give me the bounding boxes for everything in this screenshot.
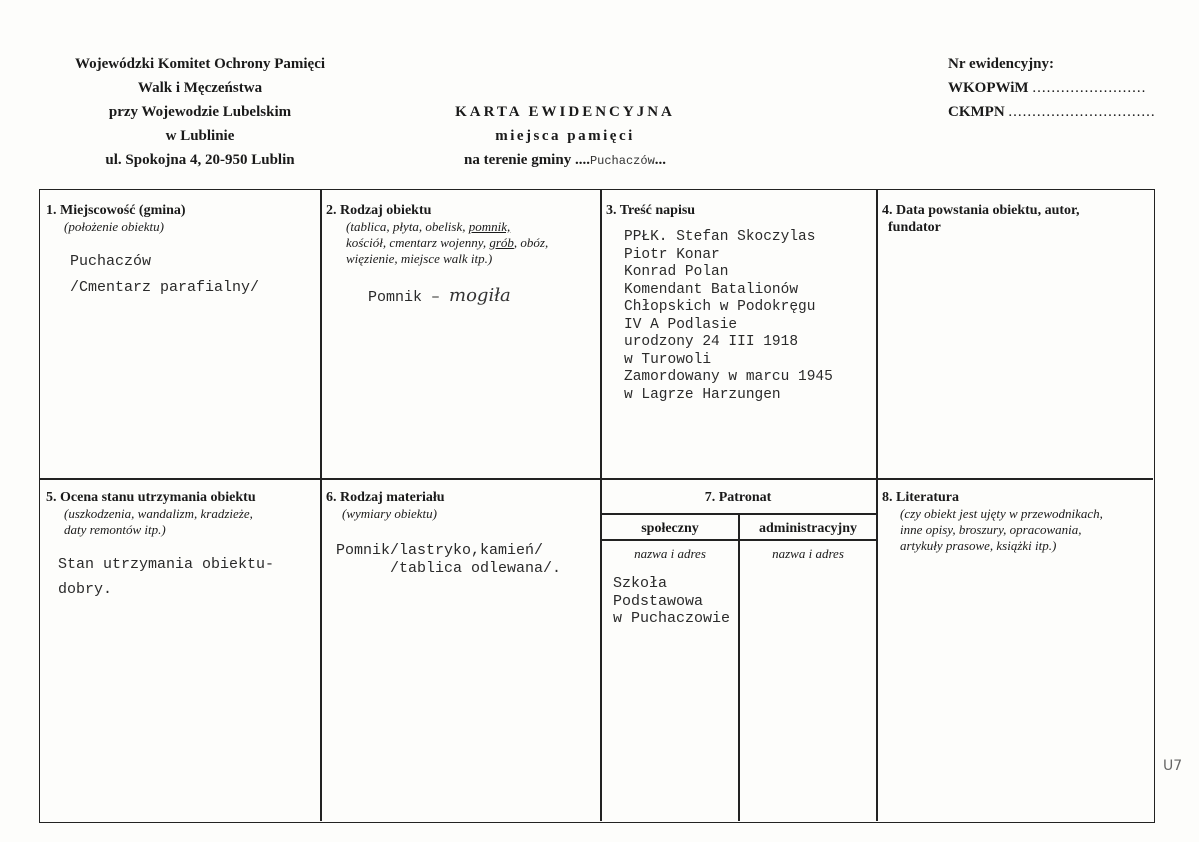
section-location xyxy=(46,202,316,301)
org-line-3: przy Wojewodzie Lubelskim xyxy=(108,104,292,120)
section-4-heading: 4. Data powstania obiektu, autor, xyxy=(882,203,1080,218)
grid-divider xyxy=(876,190,878,821)
hint-pomnik-marked: pomnik, xyxy=(468,219,511,234)
org-line-4: w Lublinie xyxy=(165,128,235,144)
section-8-hint: (czy obiekt jest ujęty w przewodnikach, inne opisy, broszury, opracowania, artykuły prasowe, książki itp.) xyxy=(900,506,1103,553)
section-5-heading: 5. Ocena stanu utrzymania obiektu xyxy=(46,490,256,505)
section-6-heading: 6. Rodzaj materiału xyxy=(326,490,445,505)
hint-grob-marked: grób xyxy=(489,235,514,250)
wkopwim-line xyxy=(948,76,1168,100)
hint-text: więzienie, miejsce walk itp.) xyxy=(346,251,493,266)
section-2-hint xyxy=(326,219,596,267)
registry-label: Nr ewidencyjny: xyxy=(948,56,1054,72)
gmina-label: na terenie gminy .... xyxy=(463,152,590,168)
object-type-value xyxy=(326,285,596,307)
registry-block xyxy=(948,52,1168,124)
form-title xyxy=(405,100,725,173)
object-type-dash: – xyxy=(422,289,450,306)
section-3-heading: 3. Treść napisu xyxy=(606,203,696,218)
section-inscription xyxy=(606,202,876,404)
section-material xyxy=(326,489,596,577)
patronat-social-header: społeczny xyxy=(641,521,699,536)
wkopwim-label: WKOPWiM xyxy=(948,80,1029,96)
section-4-heading-2: fundator xyxy=(888,220,941,235)
section-date-author xyxy=(882,202,1150,236)
section-2-heading: 2. Rodzaj obiektu xyxy=(326,203,432,218)
hint-text: (tablica, płyta, obelisk, xyxy=(346,219,469,234)
section-8-heading: 8. Literatura xyxy=(882,490,959,505)
margin-note: U7 xyxy=(1163,758,1183,774)
org-line-1: Wojewódzki Komitet Ochrony Pamięci xyxy=(74,56,326,72)
ckmpn-line xyxy=(948,100,1168,124)
object-type-typed: Pomnik xyxy=(368,289,423,306)
section-6-hint: (wymiary obiektu) xyxy=(342,506,437,521)
title-line-1: KARTA EWIDENCYJNA xyxy=(455,104,675,120)
form-grid xyxy=(39,189,1155,823)
object-type-handwritten: mogiła xyxy=(449,285,511,306)
section-literature xyxy=(882,489,1150,554)
title-line-2: miejsca pamięci xyxy=(495,128,635,144)
org-line-2: Walk i Męczeństwa xyxy=(137,80,263,96)
section-5-hint: (uszkodzenia, wandalizm, kradzieże, daty remontów itp.) xyxy=(64,506,253,537)
wkopwim-dots: ........................ xyxy=(1032,80,1147,96)
organization-block xyxy=(40,52,360,172)
patronat-admin-header: administracyjny xyxy=(759,521,857,536)
patronat-admin-hint: nazwa i adres xyxy=(772,546,844,561)
hint-text: kościół, cmentarz wojenny, xyxy=(346,235,490,250)
patronat-social-hint: nazwa i adres xyxy=(634,546,706,561)
ckmpn-dots: ............................... xyxy=(1008,104,1156,120)
hint-text: , obóz, xyxy=(513,235,549,250)
inscription-value: PPŁK. Stefan Skoczylas Piotr Konar Konrad Polan Komendant Batalionów Chłopskich w Podokręgu IV A Podlasie urodzony 24 III 1918 w Turowoli Zamordowany w marcu 1945 w Lagrze Harzungen xyxy=(624,229,833,403)
section-condition xyxy=(46,489,316,602)
org-address: ul. Spokojna 4, 20-950 Lublin xyxy=(105,152,295,168)
title-line-3 xyxy=(405,148,725,173)
material-value: Pomnik/lastryko,kamień/ /tablica odlewana/. xyxy=(336,542,562,577)
location-value: Puchaczów /Cmentarz parafialny/ xyxy=(70,253,260,296)
gmina-value: Puchaczów xyxy=(589,154,655,168)
section-1-heading: 1. Miejscowość (gmina) xyxy=(46,203,186,218)
gmina-dots: ... xyxy=(654,152,667,168)
section-object-type xyxy=(326,202,596,307)
grid-divider xyxy=(40,478,1153,480)
grid-divider xyxy=(320,190,322,821)
section-1-hint: (położenie obiektu) xyxy=(64,219,164,234)
section-7-heading: 7. Patronat xyxy=(704,490,772,505)
ckmpn-label: CKMPN xyxy=(948,104,1005,120)
patronat-social-value: Szkoła Podstawowa w Puchaczowie xyxy=(613,575,731,627)
condition-value: Stan utrzymania obiektu- dobry. xyxy=(58,556,275,598)
